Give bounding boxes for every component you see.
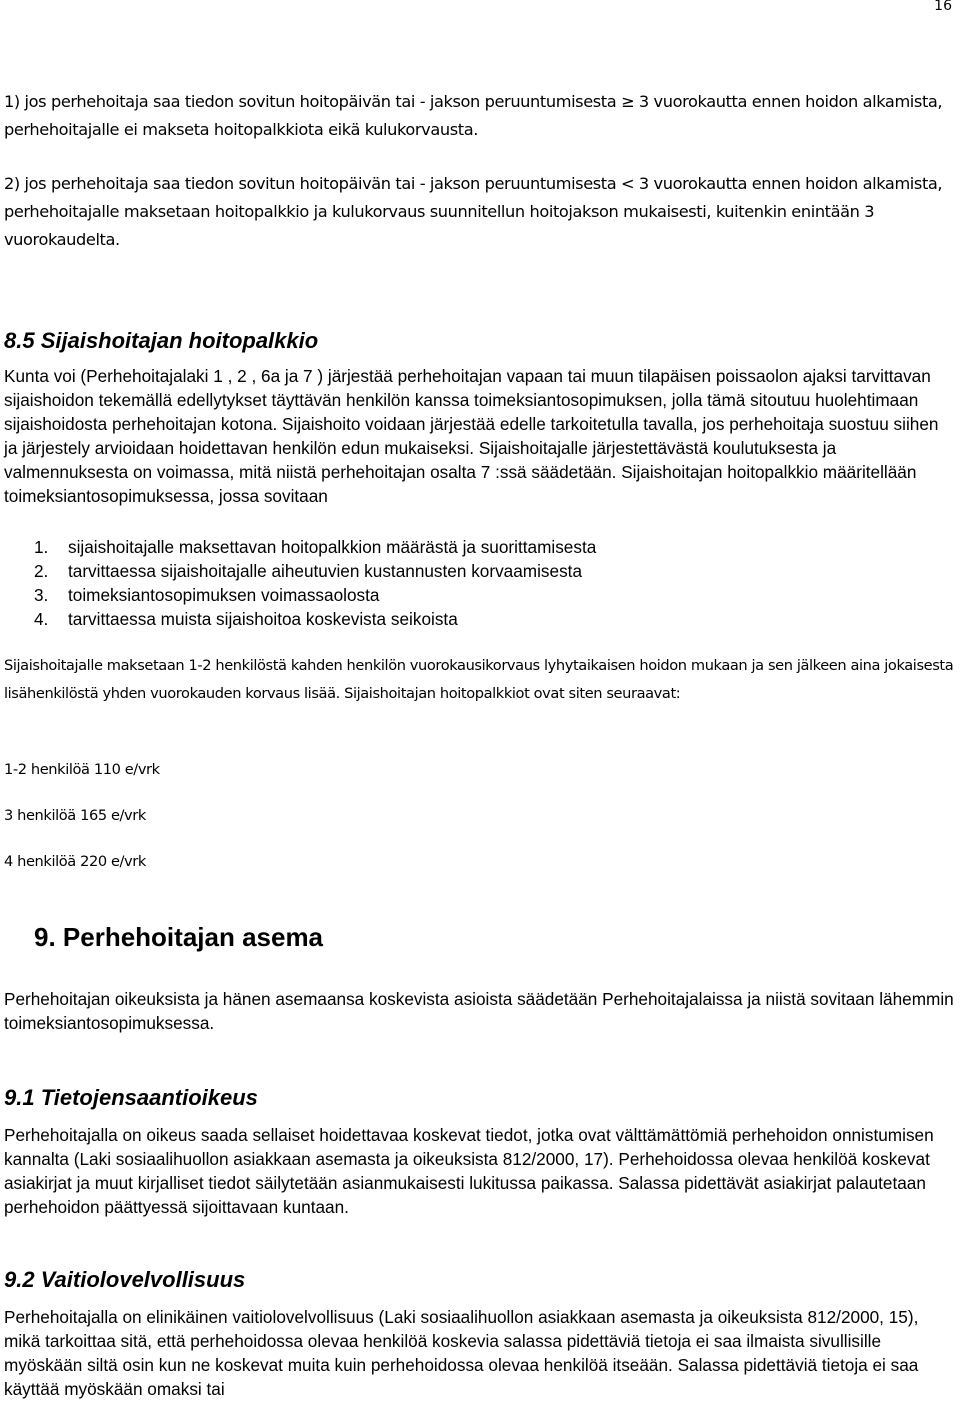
- list-number: 2.: [34, 561, 49, 581]
- list-text: toimeksiantosopimuksen voimassaolosta: [68, 585, 380, 605]
- list-item: [4, 583, 954, 607]
- section-body-9-2: Perhehoitajalla on elinikäinen vaitiolovelvollisuus (Laki sosiaalihuollon asiakkaan asemasta ja oikeuksista 812/2000, 15), mikä tarkoittaa sitä, että perhehoidossa olevaa henkilöä koskevia salassa pidettäviä tietoja ei saa ilmaista sivullisille myöskään siltä osin kun ne koskevat muita kuin perhehoidossa olevaa henkilöä itseään. Salassa pidettäviä tietoja ei saa käyttää myöskään omaksi tai: [4, 1307, 919, 1399]
- list-text: sijaishoitajalle maksettavan hoitopalkkion määrästä ja suorittamisesta: [68, 537, 597, 557]
- rate-line: 1-2 henkilöä 110 e/vrk: [4, 761, 160, 778]
- rate-line: 4 henkilöä 220 e/vrk: [4, 853, 146, 870]
- list-number: 4.: [34, 609, 49, 629]
- list-number: 3.: [34, 585, 49, 605]
- paragraph-rule-2: 2) jos perhehoitaja saa tiedon sovitun hoitopäivän tai - jakson peruuntumisesta < 3 vuorokautta ennen hoidon alkamista, perhehoitajalle maksetaan hoitopalkkio ja kulukorvaus suunnitellun hoitojakson mukaisesti, kuitenkin enintään 3 vuorokaudelta.: [4, 174, 943, 249]
- section-body-9-1: Perhehoitajalla on oikeus saada sellaiset hoidettavaa koskevat tiedot, jotka ovat välttämättömiä perhehoidon onnistumisen kannalta (Laki sosiaalihuollon asiakkaan asemasta ja oikeuksista 812/2000, 17). Perhehoidossa olevaa henkilöä koskevat asiakirjat ja muut kirjalliset tiedot säilytetään asianmukaisesti lukitussa paikassa. Salassa pidettävät asiakirjat palautetaan perhehoidon päättyessä sijoittavaan kuntaan.: [4, 1125, 934, 1217]
- substitute-rate-note: Sijaishoitajalle maksetaan 1-2 henkilöstä kahden henkilön vuorokausikorvaus lyhytaikaisen hoidon mukaan ja sen jälkeen aina jokaisesta lisähenkilöstä yhden vuorokauden korvaus lisää. Sijaishoitajan hoitopalkkiot ovat siten seuraavat:: [4, 657, 954, 702]
- paragraph-rule-1: 1) jos perhehoitaja saa tiedon sovitun hoitopäivän tai - jakson peruuntumisesta ≥ 3 vuorokautta ennen hoidon alkamista, perhehoitajalle ei makseta hoitopalkkiota eikä kulukorvausta.: [4, 92, 943, 139]
- list-item: [4, 535, 954, 559]
- section-heading-9: 9. Perhehoitajan asema: [34, 922, 324, 952]
- page-number: 16: [934, 0, 952, 14]
- section-body-8-5: Kunta voi (Perhehoitajalaki 1 , 2 , 6a ja 7 ) järjestää perhehoitajan vapaan tai muun tilapäisen poissaolon ajaksi tarvittavan sijaishoidon tekemällä edellytykset täyttävän henkilön kanssa toimeksiantosopimuksen, jolla tämä sitoutuu huolehtimaan sijaishoidosta perhehoitajan kotona. Sijaishoito voidaan järjestää edelle tarkoitetulla tavalla, jos perhehoitaja suostuu siihen ja järjestely arvioidaan hoidettavan henkilön edun mukaiseksi. Sijaishoitajalle järjestettävästä koulutuksesta ja valmennuksesta on voimassa, mitä niistä perhehoitajan osalta 7 :ssä säädetään. Sijaishoitajan hoitopalkkio määritellään toimeksiantosopimuksessa, jossa sovitaan: [4, 366, 939, 506]
- list-item: [4, 607, 954, 631]
- section-heading-9-1: 9.1 Tietojensaantioikeus: [4, 1085, 258, 1110]
- section-body-9: Perhehoitajan oikeuksista ja hänen asemaansa koskevista asioista säädetään Perhehoitajalaissa ja niistä sovitaan lähemmin toimeksiantosopimuksessa.: [4, 989, 954, 1033]
- list-text: tarvittaessa muista sijaishoitoa koskevista seikoista: [68, 609, 458, 629]
- agreement-list: [4, 535, 954, 631]
- list-text: tarvittaessa sijaishoitajalle aiheutuvien kustannusten korvaamisesta: [68, 561, 582, 581]
- rate-line: 3 henkilöä 165 e/vrk: [4, 807, 146, 824]
- section-heading-8-5: 8.5 Sijaishoitajan hoitopalkkio: [4, 328, 319, 353]
- section-heading-9-2: 9.2 Vaitiolovelvollisuus: [4, 1267, 246, 1292]
- list-item: [4, 559, 954, 583]
- list-number: 1.: [34, 537, 49, 557]
